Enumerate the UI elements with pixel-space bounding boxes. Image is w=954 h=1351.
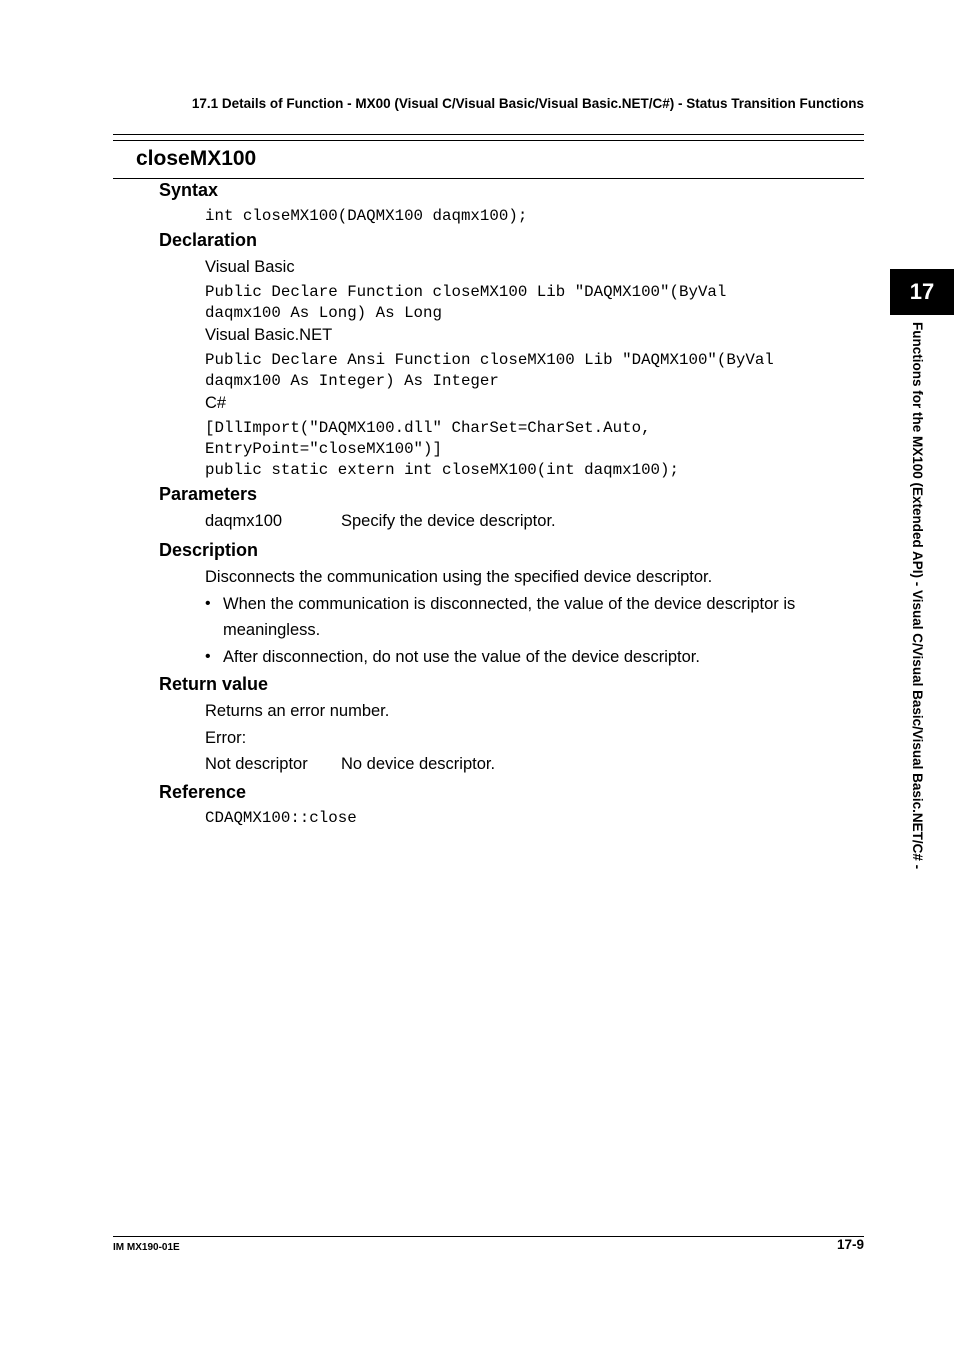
parameter-description: Specify the device descriptor. [341,512,556,530]
cs-label: C# [205,394,227,412]
function-title: closeMX100 [136,147,257,170]
reference-code: CDAQMX100::close [205,809,357,827]
description-text: Disconnects the communication using the specified device descriptor. [205,568,713,586]
vbnet-code-line-1: Public Declare Ansi Function closeMX100 Lib "DAQMX100"(ByVal [205,351,774,369]
header-rule-top [113,134,864,135]
cs-code-line-1: [DllImport("DAQMX100.dll" CharSet=CharSet.Auto, [205,419,651,437]
error-name: Not descriptor [205,755,308,773]
error-label: Error: [205,729,247,747]
cs-code-line-3: public static extern int closeMX100(int daqmx100); [205,461,679,479]
parameter-name: daqmx100 [205,512,283,530]
vbnet-code-line-2: daqmx100 As Integer) As Integer [205,372,499,390]
title-rule [113,178,864,179]
page-number: 17-9 [836,1237,864,1252]
syntax-heading: Syntax [159,180,219,200]
return-value-text: Returns an error number. [205,702,390,720]
header-rule-bottom [113,140,864,141]
reference-heading: Reference [159,782,247,802]
vb-label: Visual Basic [205,258,295,276]
vb-code-line-2: daqmx100 As Long) As Long [205,304,442,322]
error-description: No device descriptor. [341,755,496,773]
return-value-heading: Return value [159,674,269,694]
footer-rule [113,1236,864,1237]
chapter-side-title: Functions for the MX100 (Extended API) - Visual C/Visual Basic/Visual Basic.NET/C# - [910,322,925,870]
description-bullet-2: After disconnection, do not use the value of the device descriptor. [223,648,700,666]
parameters-heading: Parameters [159,484,258,504]
vbnet-label: Visual Basic.NET [205,326,333,344]
declaration-heading: Declaration [159,230,258,250]
chapter-tab: 17 [890,269,954,315]
bullet-symbol: • [205,648,211,665]
vb-code-line-1: Public Declare Function closeMX100 Lib "DAQMX100"(ByVal [205,283,727,301]
document-id: IM MX190-01E [113,1242,180,1253]
syntax-code: int closeMX100(DAQMX100 daqmx100); [205,207,528,225]
bullet-symbol: • [205,595,211,612]
cs-code-line-2: EntryPoint="closeMX100")] [205,440,442,458]
description-bullet-1: When the communication is disconnected, the value of the device descriptor is meaningless. [223,595,796,639]
running-header: 17.1 Details of Function - MX00 (Visual C/Visual Basic/Visual Basic.NET/C#) - Status Transition Functions [191,96,864,111]
description-heading: Description [159,540,259,560]
